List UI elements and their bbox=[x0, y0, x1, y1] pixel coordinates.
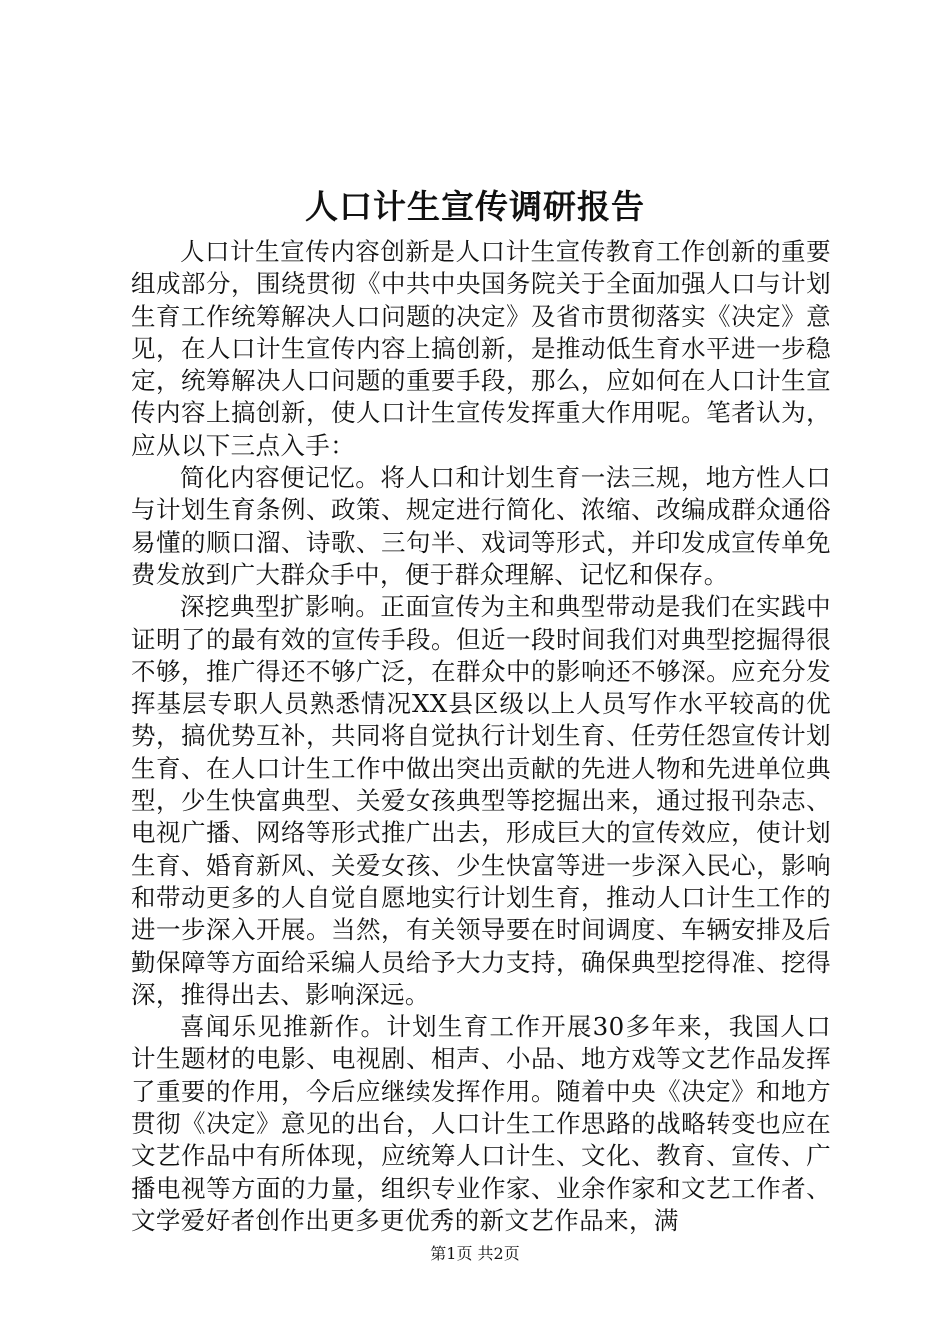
paragraph-simplify: 简化内容便记忆。将人口和计划生育一法三规，地方性人口与计划生育条例、政策、规定进行简化、浓缩、改编成群众通俗易懂的顺口溜、诗歌、三句半、戏词等形式，并印发成宣传单免费发放到广大群众手中，便于群众理解、记忆和保存。 bbox=[131, 463, 831, 589]
document-body bbox=[131, 236, 831, 1237]
document-title: 人口计生宣传调研报告 bbox=[305, 187, 645, 226]
paragraph-intro: 人口计生宣传内容创新是人口计生宣传教育工作创新的重要组成部分，围绕贯彻《中共中央国务院关于全面加强人口与计划生育工作统筹解决人口问题的决定》及省市贯彻落实《决定》意见，在人口计生宣传内容上搞创新，是推动低生育水平进一步稳定，统筹解决人口问题的重要手段，那么，应如何在人口计生宣传内容上搞创新，使人口计生宣传发挥重大作用呢。笔者认为，应从以下三点入手： bbox=[131, 237, 831, 460]
page-footer: 第1页 共2页 bbox=[430, 1244, 520, 1263]
paragraph-new-works: 喜闻乐见推新作。计划生育工作开展30多年来，我国人口计生题材的电影、电视剧、相声、小品、地方戏等文艺作品发挥了重要的作用，今后应继续发挥作用。随着中央《决定》和地方贯彻《决定》意见的出台，人口计生工作思路的战略转变也应在文艺作品中有所体现，应统筹人口计生、文化、教育、宣传、广播电视等方面的力量，组织专业作家、业余作家和文艺工作者、文学爱好者创作出更多更优秀的新文艺作品来，满 bbox=[131, 1012, 831, 1235]
paragraph-typical: 深挖典型扩影响。正面宣传为主和典型带动是我们在实践中证明了的最有效的宣传手段。但近一段时间我们对典型挖掘得很不够，推广得还不够广泛，在群众中的影响还不够深。应充分发挥基层专职人员熟悉情况XX县区级以上人员写作水平较高的优势，搞优势互补，共同将自觉执行计划生育、任劳任怨宣传计划生育、在人口计生工作中做出突出贡献的先进人物和先进单位典型，少生快富典型、关爱女孩典型等挖掘出来，通过报刊杂志、电视广播、网络等形式推广出去，形成巨大的宣传效应，使计划生育、婚育新风、关爱女孩、少生快富等进一步深入民心，影响和带动更多的人自觉自愿地实行计划生育，推动人口计生工作的进一步深入开展。当然，有关领导要在时间调度、车辆安排及后勤保障等方面给采编人员给予大力支持，确保典型挖得准、挖得深，推得出去、影响深远。 bbox=[131, 592, 831, 1009]
